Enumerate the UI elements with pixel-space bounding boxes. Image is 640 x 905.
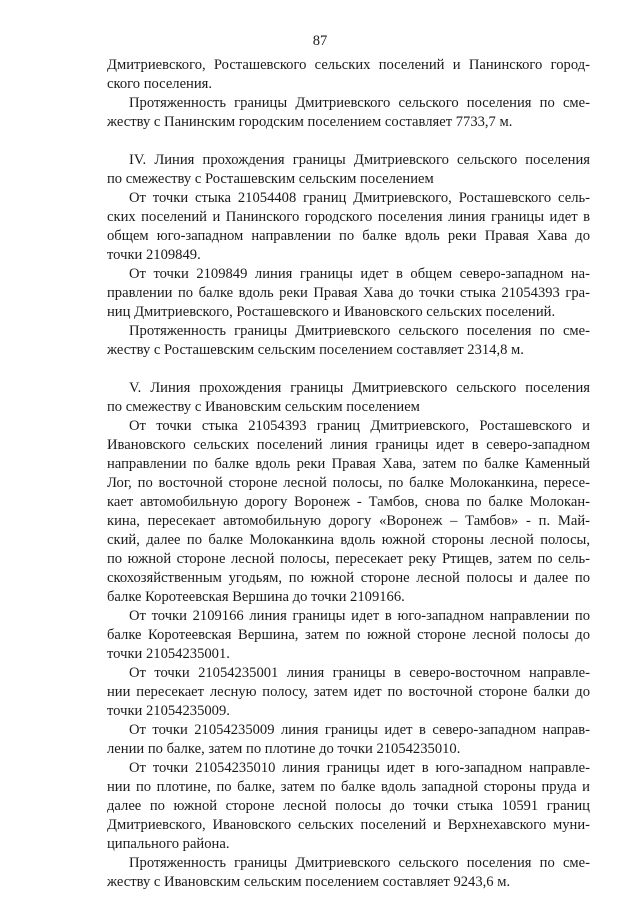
text-line: нии по плотине, по балке, затем по балке вдоль западной стороны пруда и	[107, 779, 590, 795]
text-line: точки 21054235009.	[107, 703, 230, 719]
section-gap	[107, 360, 590, 379]
text-line: балке Коротеевская Вершина, затем по южной стороне лесной полосы до	[107, 627, 590, 643]
text-line: ских поселений и Панинского городского поселения линия границы идет в	[107, 209, 590, 225]
text-line: балке Коротеевская Вершина до точки 2109166.	[107, 589, 405, 605]
text-line: Протяженность границы Дмитриевского сельского поселения по сме-	[129, 855, 590, 871]
paragraph	[107, 94, 590, 132]
text-line: От точки стыка 21054408 границ Дмитриевского, Росташевского сель-	[129, 190, 590, 206]
text-line: Лог, по восточной стороне лесной полосы, по балке Молоканкина, пересе-	[107, 475, 590, 491]
text-line: ский, далее по балке Молоканкина вдоль южной стороны лесной полосы,	[107, 532, 590, 548]
paragraph	[107, 151, 590, 189]
paragraph	[107, 664, 590, 721]
text-line: по смежеству с Ивановским сельским поселением	[107, 399, 420, 415]
text-line: далее по южной стороне лесной полосы до точки стыка 10591 границ	[107, 798, 590, 814]
paragraph	[107, 322, 590, 360]
section-gap	[107, 132, 590, 151]
text-line: общем юго-западном направлении по балке вдоль реки Правая Хава до	[107, 228, 590, 244]
text-line: Дмитриевского, Ивановского сельских поселений и Верхнехавского муни-	[107, 817, 590, 833]
text-line: точки 2109849.	[107, 247, 201, 263]
paragraph	[107, 607, 590, 664]
text-line: Ивановского сельских поселений линия границы идет в северо-западном	[107, 437, 590, 453]
text-line: кина, пересекает автомобильную дорогу «Воронеж – Тамбов» - п. Май-	[107, 513, 590, 529]
text-line: От точки 21054235001 линия границы в северо-восточном направле-	[129, 665, 590, 681]
paragraph	[107, 854, 590, 892]
text-line: жеству с Росташевским сельским поселением составляет 2314,8 м.	[107, 342, 524, 358]
text-line: жеству с Панинским городским поселением составляет 7733,7 м.	[107, 114, 513, 130]
text-line: V. Линия прохождения границы Дмитриевского сельского поселения	[129, 380, 590, 396]
text-line: ниц Дмитриевского, Росташевского и Ивановского сельских поселений.	[107, 304, 556, 320]
paragraph	[107, 721, 590, 759]
text-line: От точки 2109849 линия границы идет в общем северо-западном на-	[129, 266, 590, 282]
text-line: Протяженность границы Дмитриевского сельского поселения по сме-	[129, 95, 590, 111]
text-line: От точки 21054235010 линия границы идет в юго-западном направле-	[129, 760, 590, 776]
text-line: точки 21054235001.	[107, 646, 230, 662]
text-line: по смежеству с Росташевским сельским поселением	[107, 171, 434, 187]
text-line: направлении по балке вдоль реки Правая Хава, затем по балке Каменный	[107, 456, 590, 472]
paragraph	[107, 759, 590, 854]
text-line: Протяженность границы Дмитриевского сельского поселения по сме-	[129, 323, 590, 339]
text-line: ципального района.	[107, 836, 230, 852]
paragraph	[107, 56, 590, 94]
paragraph	[107, 417, 590, 607]
document-body	[107, 56, 590, 892]
paragraph	[107, 379, 590, 417]
text-line: Дмитриевского, Росташевского сельских поселений и Панинского город-	[107, 57, 590, 73]
text-line: правлении по балке вдоль реки Правая Хава до точки стыка 21054393 гра-	[107, 285, 590, 301]
text-line: От точки 21054235009 линия границы идет в северо-западном направ-	[129, 722, 590, 738]
text-line: От точки 2109166 линия границы идет в юго-западном направлении по	[129, 608, 590, 624]
text-line: нии пересекает лесную полосу, затем идет по восточной стороне балки до	[107, 684, 590, 700]
text-line: лении по балке, затем по плотине до точки 21054235010.	[107, 741, 461, 757]
page-number: 87	[312, 33, 328, 49]
text-line: кает автомобильную дорогу Воронеж - Тамбов, снова по балке Молокан-	[107, 494, 590, 510]
text-line: по южной стороне лесной полосы, пересекает реку Ртищев, затем по сель-	[107, 551, 590, 567]
text-line: скохозяйственным угодьям, по южной стороне лесной полосы и далее по	[107, 570, 590, 586]
text-line: От точки стыка 21054393 границ Дмитриевского, Росташевского и	[129, 418, 590, 434]
text-line: IV. Линия прохождения границы Дмитриевского сельского поселения	[129, 152, 590, 168]
paragraph	[107, 265, 590, 322]
paragraph	[107, 189, 590, 265]
text-line: жеству с Ивановским сельским поселением составляет 9243,6 м.	[107, 874, 511, 890]
text-line: ского поселения.	[107, 76, 213, 92]
